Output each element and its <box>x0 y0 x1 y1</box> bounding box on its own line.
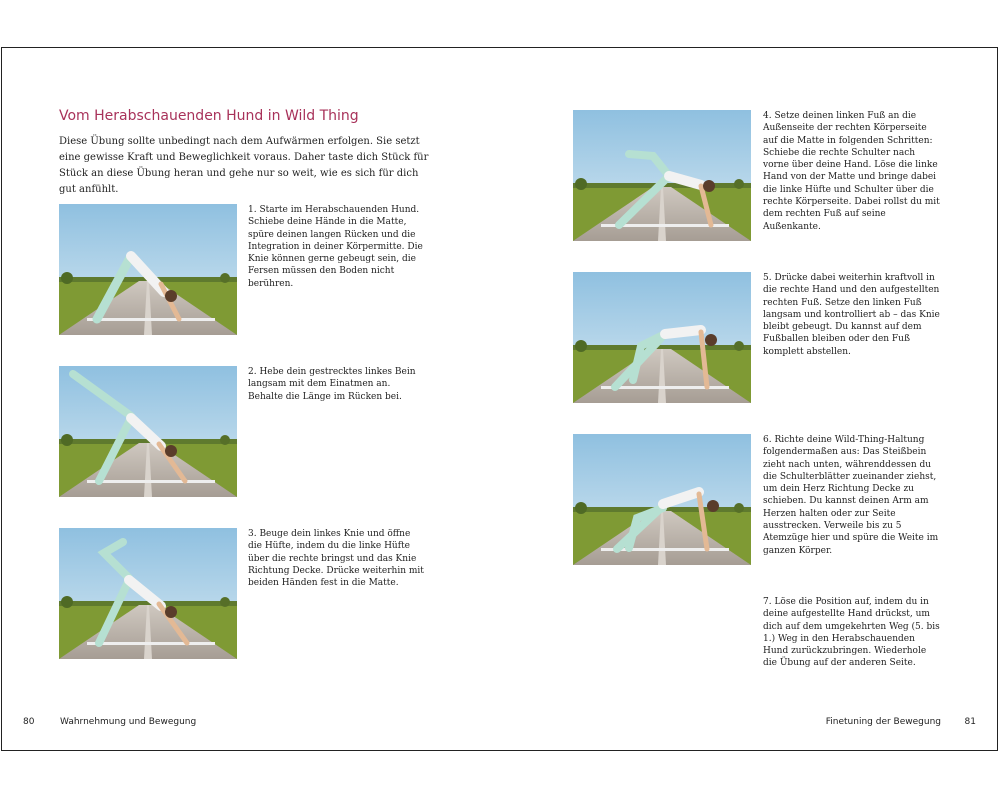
page-title: Vom Herabschauenden Hund in Wild Thing <box>59 108 359 124</box>
yoga-pose-photo-icon <box>59 366 237 497</box>
yoga-pose-photo-5 <box>573 272 751 403</box>
yoga-pose-photo-1 <box>59 204 237 335</box>
yoga-pose-photo-icon <box>573 434 751 565</box>
yoga-pose-photo-6 <box>573 434 751 565</box>
running-title-right: Finetuning der Bewegung <box>825 717 941 727</box>
step-4-text: 4. Setze deinen linken Fuß an die Außenseite der rechten Körperseite auf die Matte in folgenden Schritten: Schiebe die rechte Schulter nach vorne über deine Hand. Löse die linke Hand von der Matte und bringe dabei die linke Hüfte und Schulter über die rechte Körperseite. Dabei rollst du mit dem rechten Fuß auf seine Außenkante. <box>763 111 940 232</box>
step-1-text: 1. Starte im Herabschauenden Hund. Schiebe deine Hände in die Matte, spüre deinen langen Rücken und die Integration in deiner Körpermitte. Die Knie können gerne gebeugt sein, die Fersen müssen den Boden nicht berühren. <box>248 205 423 289</box>
step-2-text: 2. Hebe dein gestrecktes linkes Bein langsam mit dem Einatmen an. Behalte die Länge im Rücken bei. <box>248 367 416 402</box>
yoga-pose-photo-icon <box>59 528 237 659</box>
running-title-left: Wahrnehmung und Bewegung <box>60 717 197 727</box>
yoga-pose-photo-icon <box>573 110 751 241</box>
step-3-text: 3. Beuge dein linkes Knie und öffne die Hüfte, indem du die linke Hüfte über die rechte bringst und das Knie Richtung Decke. Drücke weiterhin mit beiden Händen fest in die Matte. <box>248 529 424 589</box>
step-6-text: 6. Richte deine Wild-Thing-Haltung folgendermaßen aus: Das Steißbein zieht nach unten, währenddessen du die Schulterblätter zueinander ziehst, um dein Herz Richtung Decke zu schieben. Du kannst deinen Arm am Herzen halten oder zur Seite ausstrecken. Verweile bis zu 5 Atemzüge hier und spüre die Weite im ganzen Körper. <box>763 435 939 556</box>
intro-paragraph: Diese Übung sollte unbedingt nach dem Aufwärmen erfolgen. Sie setzt eine gewisse Kraft und Beweglichkeit voraus. Daher taste dich Stück für Stück an diese Übung heran und gehe nur so weit, wie es sich für dich gut anfühlt. <box>59 136 429 195</box>
yoga-pose-photo-icon <box>59 204 237 335</box>
page-number-left: 80 <box>23 717 35 727</box>
page-number-right: 81 <box>964 717 976 727</box>
yoga-pose-photo-2 <box>59 366 237 497</box>
yoga-pose-photo-icon <box>573 272 751 403</box>
yoga-pose-photo-3 <box>59 528 237 659</box>
step-7-text: 7. Löse die Position auf, indem du in deine aufgestellte Hand drückst, um dich auf dem umgekehrten Weg (5. bis 1.) Weg in den Herabschauenden Hund zurückzubringen. Wiederhole die Übung auf der anderen Seite. <box>763 597 940 669</box>
yoga-pose-photo-4 <box>573 110 751 241</box>
step-5-text: 5. Drücke dabei weiterhin kraftvoll in die rechte Hand und den aufgestellten rechten Fuß. Setze den linken Fuß langsam und kontrolliert ab – das Knie bleibt gebeugt. Du kannst auf dem Fußballen bleiben oder den Fuß komplett abstellen. <box>763 273 940 357</box>
